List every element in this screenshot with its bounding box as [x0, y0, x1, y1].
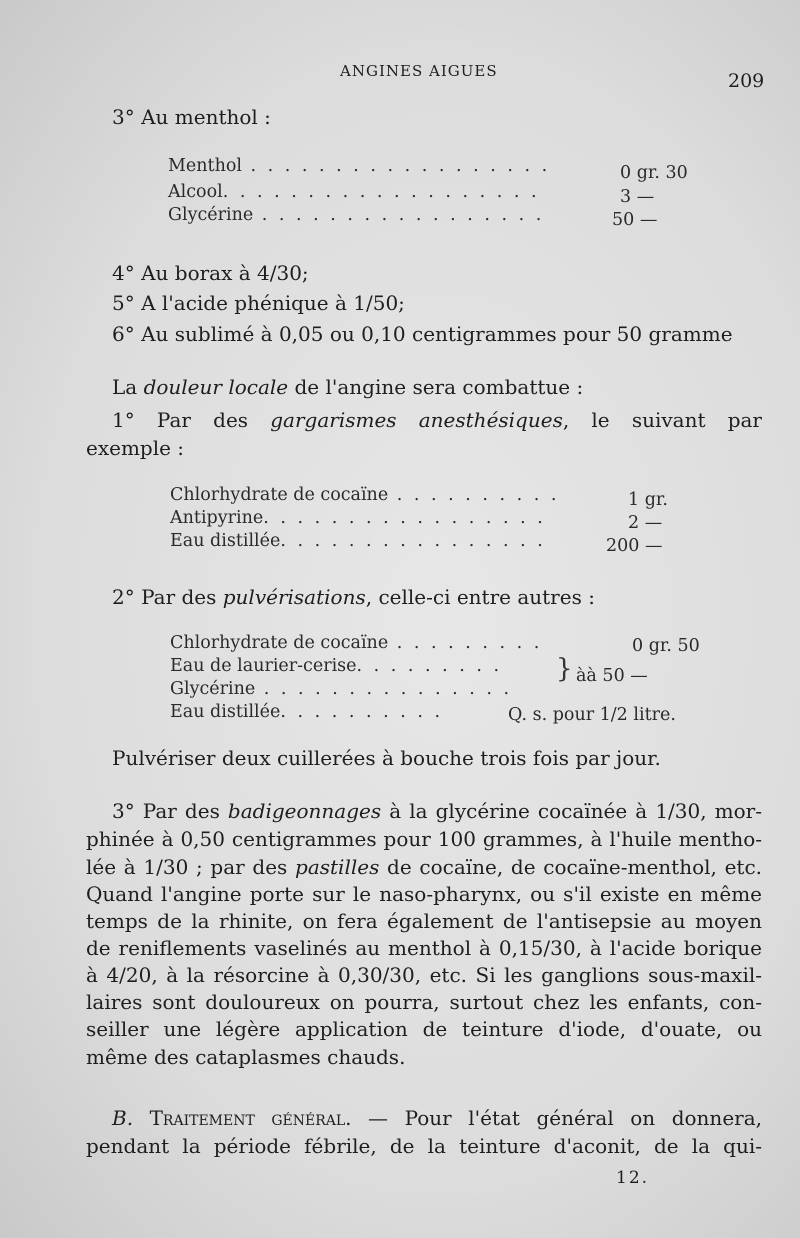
rx-item-name: Menthol . . . . . . . . . . . . . . . . . . [168, 156, 551, 176]
paragraph-pulveriser: Pulvériser deux cuillerées à bouche trois fois par jour. [112, 746, 661, 770]
paragraph-gargarismes: 1° Par des gargarismes anesthésiques, le suivant par [112, 408, 762, 432]
rx-item-name: Glycérine . . . . . . . . . . . . . . . [170, 679, 513, 699]
signature-mark: 12. [616, 1168, 650, 1188]
item-phenique: 5° A l'acide phénique à 1/50; [112, 291, 405, 315]
item-borax: 4° Au borax à 4/30; [112, 261, 309, 285]
running-title: ANGINES AIGUES [340, 62, 498, 80]
item-sublime: 6° Au sublimé à 0,05 ou 0,10 centigrammes pour 50 gramme [112, 322, 733, 346]
paragraph-badigeonnages-line: phinée à 0,50 centigrammes pour 100 grammes, à l'huile mentho- [86, 827, 762, 851]
section-traitement-general: B. Traitement général. — Pour l'état général on donnera, [112, 1106, 762, 1130]
rx-item-name: Eau distillée. . . . . . . . . . . . . . . . [170, 531, 546, 551]
rx-item-qty: 3 — [620, 187, 655, 207]
paragraph-badigeonnages-line: temps de la rhinite, on fera également de l'antisepsie au moyen [86, 909, 762, 933]
section-heading-menthol: 3° Au menthol : [112, 105, 271, 129]
rx-item-qty: 1 gr. [628, 490, 668, 510]
rx-item-qty: 2 — [628, 513, 663, 533]
paragraph-badigeonnages-line: même des cataplasmes chauds. [86, 1045, 406, 1069]
paragraph-douleur: La douleur locale de l'angine sera combattue : [112, 375, 584, 399]
paragraph-badigeonnages-line: laires sont douloureux on pourra, surtout chez les enfants, con- [86, 990, 762, 1014]
rx-shared-qty: àà 50 — [576, 666, 648, 686]
paragraph-badigeonnages-line: à 4/20, à la résorcine à 0,30/30, etc. Si les ganglions sous-maxil- [86, 963, 762, 987]
paragraph-badigeonnages-line: 3° Par des badigeonnages à la glycérine cocaïnée à 1/30, mor- [112, 799, 762, 823]
rx-item-name: Eau distillée. . . . . . . . . . [170, 702, 444, 722]
rx-item-qty: 50 — [612, 210, 658, 230]
rx-item-name: Eau de laurier-cerise. . . . . . . . . [170, 656, 503, 676]
paragraph-gargarismes-cont: exemple : [86, 436, 185, 460]
rx-item-name: Chlorhydrate de cocaïne . . . . . . . . . [170, 633, 543, 653]
section-traitement-general-cont: pendant la période fébrile, de la teinture d'aconit, de la qui- [86, 1134, 762, 1158]
paragraph-pulverisations: 2° Par des pulvérisations, celle-ci entre autres : [112, 585, 595, 609]
rx-item-name: Glycérine . . . . . . . . . . . . . . . . . [168, 205, 545, 225]
rx-item-qty: Q. s. pour 1/2 litre. [508, 705, 676, 725]
rx-item-qty: 0 gr. 50 [632, 636, 700, 656]
paragraph-badigeonnages-line: Quand l'angine porte sur le naso-pharynx, ou s'il existe en même [86, 882, 762, 906]
rx-item-qty: 200 — [606, 536, 663, 556]
rx-item-qty: 0 gr. 30 [620, 163, 688, 183]
page-number: 209 [728, 70, 765, 92]
brace-mark: } [556, 654, 573, 684]
paragraph-badigeonnages-line: seiller une légère application de teinture d'iode, d'ouate, ou [86, 1017, 762, 1041]
paragraph-badigeonnages-line: de reniflements vaselinés au menthol à 0,15/30, à l'acide borique [86, 936, 762, 960]
rx-item-name: Chlorhydrate de cocaïne . . . . . . . . . . [170, 485, 560, 505]
rx-item-name: Alcool. . . . . . . . . . . . . . . . . . . [168, 182, 540, 202]
paragraph-badigeonnages-line: lée à 1/30 ; par des pastilles de cocaïne, de cocaïne-menthol, etc. [86, 855, 763, 879]
rx-item-name: Antipyrine. . . . . . . . . . . . . . . . . [170, 508, 546, 528]
